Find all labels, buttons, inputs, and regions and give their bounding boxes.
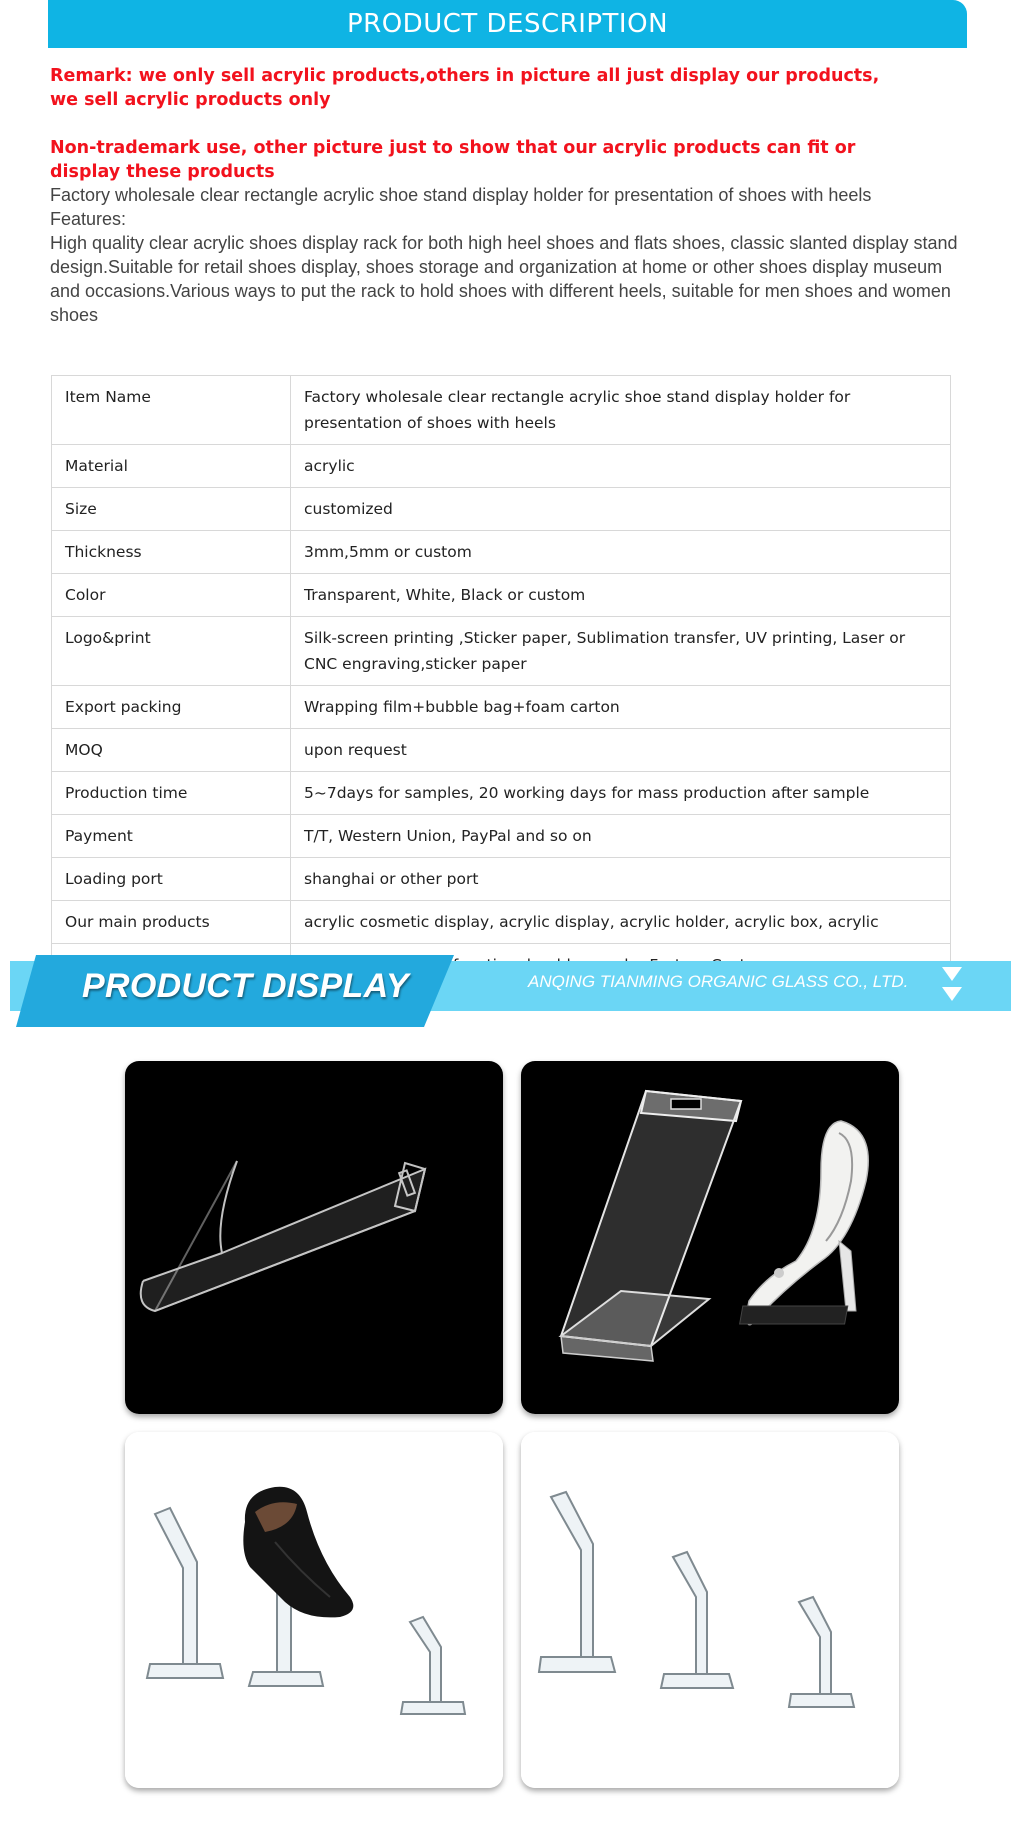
spec-value: customized (291, 488, 951, 531)
spec-row (52, 376, 951, 445)
spec-value: shanghai or other port (291, 858, 951, 901)
spec-key: Size (52, 488, 291, 531)
spec-value: T/T, Western Union, PayPal and so on (291, 815, 951, 858)
features-label: Features: (50, 209, 127, 229)
display-title: PRODUCT DISPLAY (82, 967, 409, 1005)
spec-key: Loading port (52, 858, 291, 901)
spec-key: Export packing (52, 686, 291, 729)
spec-value: 3mm,5mm or custom (291, 531, 951, 574)
product-display-banner (0, 955, 1021, 1025)
spec-key: Payment (52, 815, 291, 858)
spec-value: Wrapping film+bubble bag+foam carton (291, 686, 951, 729)
spec-row (52, 488, 951, 531)
spec-row (52, 531, 951, 574)
double-chevron-down-icon (940, 963, 964, 1007)
section-header-description (48, 0, 967, 48)
spec-value: Silk-screen printing ,Sticker paper, Sublimation transfer, UV printing, Laser or CNC engraving,sticker paper (291, 617, 951, 686)
spec-value: Transparent, White, Black or custom (291, 574, 951, 617)
spec-value: upon request (291, 729, 951, 772)
spec-row (52, 729, 951, 772)
company-name: ANQING TIANMING ORGANIC GLASS CO., LTD. (528, 972, 909, 991)
spec-key: Our main products (52, 901, 291, 944)
features-text: High quality clear acrylic shoes display rack for both high heel shoes and flats shoes, classic slanted display stand design.Suitable for retail shoes display, shoes storage and organization at home or other shoes display museum and occasions.Various ways to put the rack to hold shoes with different heels, suitable for men shoes and women shoes (50, 233, 958, 325)
trademark-notice: Non-trademark use, other picture just to show that our acrylic products can fit or display these products (50, 138, 856, 182)
spec-key: Thickness (52, 531, 291, 574)
section-title: PRODUCT DESCRIPTION (346, 9, 669, 39)
spec-row (52, 858, 951, 901)
spec-row (52, 901, 951, 944)
description-title: Factory wholesale clear rectangle acrylic shoe stand display holder for presentation of shoes with heels (50, 185, 872, 205)
remark-notice: Remark: we only sell acrylic products,others in picture all just display our products, we sell acrylic products only (50, 66, 880, 110)
product-photo-stands-loafer (125, 1432, 503, 1788)
spec-table (51, 375, 951, 987)
product-photo-stand-black (125, 1061, 503, 1414)
spec-row (52, 574, 951, 617)
spec-key: Color (52, 574, 291, 617)
spec-row (52, 445, 951, 488)
spec-key: Item Name (52, 376, 291, 445)
spec-row (52, 686, 951, 729)
spec-row (52, 815, 951, 858)
spec-value: acrylic (291, 445, 951, 488)
spec-key: MOQ (52, 729, 291, 772)
spec-key: Production time (52, 772, 291, 815)
spec-row (52, 772, 951, 815)
spec-value: acrylic cosmetic display, acrylic display, acrylic holder, acrylic box, acrylic (291, 901, 951, 944)
spec-row (52, 617, 951, 686)
spec-value: Factory wholesale clear rectangle acrylic shoe stand display holder for presentation of shoes with heels (291, 376, 951, 445)
product-description (50, 183, 960, 327)
product-photo-stand-heel (521, 1061, 899, 1414)
spec-key: Material (52, 445, 291, 488)
product-photo-stands-trio (521, 1432, 899, 1788)
spec-key: Logo&print (52, 617, 291, 686)
spec-value: 5~7days for samples, 20 working days for mass production after sample (291, 772, 951, 815)
